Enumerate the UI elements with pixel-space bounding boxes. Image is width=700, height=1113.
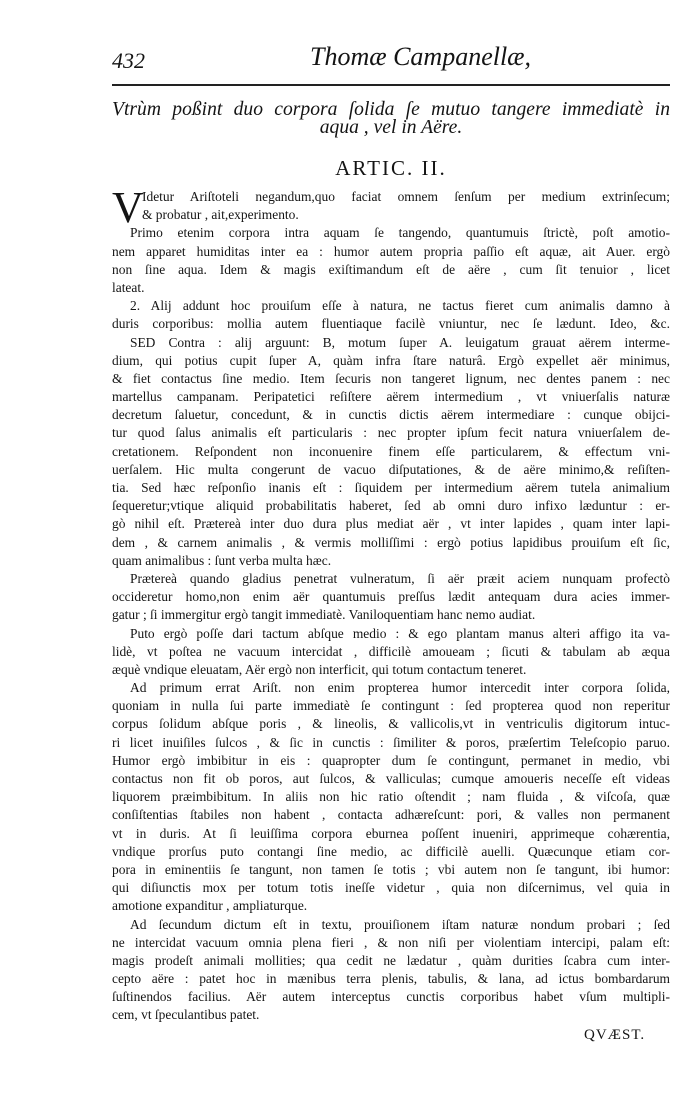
text-line: magis prodeſt animali mollities; qua cedit ne lædatur , quàm durities ſcabra cum inter- xyxy=(112,952,670,968)
text-line: Ad ſecundum dictum eſt in textu, prouiſionem iſtam naturæ nondum probari ; ſed xyxy=(130,916,670,932)
text-line: gò nihil eſt. Prætereà inter duo dura plus mediat aër , vt inter lapides , quam inter lapi- xyxy=(112,516,670,532)
text-line: cepto aëre : patet hoc in mænibus terra plenis, tabulis, & lana, ad ictus bombardarum xyxy=(112,971,670,987)
text-line: æquè vndique eleuatam, Aër ergò non interficit, qui totum contactum teneret. xyxy=(112,661,527,677)
text-line: decretum ſaluetur, concedunt, & in cunctis dictis aërem intermediare : cunque obijci- xyxy=(112,407,670,423)
text-line: contactus non fit ob poros, aut ſulcos, & valliculas; cumque amoueris neceſſe eſt videas xyxy=(112,771,670,786)
text-line: tur quod ſalus animalis eſt particularis : nec propter ipſum fecit natura vniuerſalem de- xyxy=(112,425,670,441)
text-line: non ſine aqua. Idem & magis exiſtimandum eſt de aëre , cum ſit tenuior , licet xyxy=(112,261,670,277)
text-line: quam animalibus : ſunt verba multa hæc. xyxy=(112,552,332,568)
text-line: nem apparet humiditas inter ea : humor autem propria paſſio eſt aquæ, ait Auer. ergò xyxy=(112,243,670,259)
text-line: vndique prorſus puto contangi ſine medio, ac difficilè auelli. Quæcunque etiam cor- xyxy=(112,843,670,859)
title-line: Vtrùm poßint duo corpora ſolida ſe mutuo tangere immediatè in xyxy=(112,99,670,120)
text-line: uerſalem. Hic multa congerunt de vacuo diſputationes, & de aëre minimo,& reſiſten- xyxy=(112,461,670,477)
page-number: 432 xyxy=(112,48,145,73)
drop-cap: V xyxy=(112,183,144,232)
text-line: Humor ergò imbibitur in eis : quapropter dum ſe contingunt, permanet in medio, vbi xyxy=(112,752,670,768)
text-line: amotione expanditur , ampliaturque. xyxy=(112,898,308,914)
page-header xyxy=(112,42,672,82)
text-line: duris corporibus: mollia autem fluentiaque facilè vniuntur, nec ſe lædunt. Ideo, &c. xyxy=(112,316,670,332)
text-line: conſiſtentias ſtabiles non habent , contacta adhæreſcunt: pori, & valles non permanent xyxy=(112,807,670,823)
text-line: corpus ſolidum abſque poris , & lineolis, & vallicolis,vt in ventriculis digitorum intuc- xyxy=(112,716,670,732)
article-title xyxy=(112,98,670,139)
text-line: gatur ; ſi immergitur ergò tangit immediatè. Vaniloquentiam hanc nemo audiat. xyxy=(112,607,536,623)
text-line: liquorem præimbibitum. In aliis non hic ratio oſtendit ; nam fluida , & viſcoſa, quæ xyxy=(112,789,670,805)
text-line: lidè, vt poſtea ne vacuum intercidat , difficilè amoueam ; ſicuti & tabulam ab æqua xyxy=(112,643,670,659)
text-line: Idetur Ariſtoteli negandum,quo faciat omnem ſenſum per medium extrinſecum; xyxy=(142,189,670,204)
text-line: tia. Sed hæc reſponſio inanis eſt : ſiquidem per intermedium aërem tutela animalium xyxy=(112,480,670,495)
title-line: aqua , vel in Aëre. xyxy=(319,117,463,139)
text-line: qui diſiunctis mox per totum totis ineſſe videtur , quia non diſcernimus, vel quia in xyxy=(112,880,670,896)
text-line: martellus campanam. Peripatetici reſiſtere aërem intermedium , vt vniuerſalis naturæ xyxy=(112,389,670,405)
article-subtitle: ARTIC. II. xyxy=(335,156,447,180)
text-line: occideretur homo,non enim aër quantumuis preſſus lædit antequam dura acies immer- xyxy=(112,589,670,605)
text-line: pora in eminentiis ſe tangunt, non tamen ſe totis ; vbi autem non ſe tangunt, ibi humor: xyxy=(112,861,670,877)
text-line: dem , & carnem animalis , & vermis molliſſimi : ergò potius lapidibus prouiſum eſt ſic, xyxy=(112,534,670,550)
text-line: & probatur , ait,experimento. xyxy=(142,207,299,223)
text-line: & fiet contactus ſine medio. Item ſecuris non tangeret lignum, nec dentes panem : nec xyxy=(112,370,670,386)
text-line: ne intercidat vacuum omnia plena fieri , & non niſi per violentiam intercipi, palam eſt: xyxy=(112,934,670,950)
text-line: cretationem. Reſpondent non inconuenire finem eſſe particularem, & effectum vni- xyxy=(112,443,670,459)
body-text xyxy=(112,183,670,1025)
text-line: lateat. xyxy=(112,279,145,295)
text-line: vt in duris. At ſi leuiſſima corpora eburnea poſſent inueniri, apprimeque cohærentia, xyxy=(112,825,670,841)
text-line: Primo etenim corpora intra aquam ſe tangendo, quantumuis ſtrictè, poſt amotio- xyxy=(130,225,670,241)
text-line: quoniam in nulla ſui parte immediatè ſe contingunt : ſed propterea quod non reperitur xyxy=(112,698,670,714)
text-line: Puto ergò poſſe dari tactum abſque medio : & ego plantam manus alteri affigo ita va- xyxy=(130,625,670,641)
text-line: Ad primum errat Ariſt. non enim propterea humor intercedit inter corpora ſolida, xyxy=(130,680,670,696)
text-line: ri licet inuiſiles ſulcos , & ſic in cunctis : ſimiliter & poros, præſertim Teleſcopio paruo. xyxy=(112,734,670,750)
text-line: ſequeretur;vtique aliquid probabilitatis haberet, ſed ab omni duro infixo læduntur : er- xyxy=(112,498,670,514)
running-head: Thomæ Campanellæ, xyxy=(310,42,532,71)
text-line: Prætereà quando gladius penetrat vulneratum, ſi aër præit aciem nunquam profectò xyxy=(130,570,670,586)
text-line: dium, qui potius cupit ſuper A, quàm infra ſtare naturâ. Ergò expellet aër minimus, xyxy=(112,352,670,368)
text-line: cem, vt ſpeculantibus patet. xyxy=(112,1007,260,1023)
text-line: ſuſtinendos facilius. Aër autem interceptus cunctis corporibus habet vſum multipli- xyxy=(112,989,670,1005)
text-line: 2. Alij addunt hoc prouiſum eſſe à natura, ne tactus fieret cum animalis damno à xyxy=(130,298,670,314)
catchword: QVÆST. xyxy=(584,1027,646,1043)
text-line: SED Contra : alij arguunt: B, motum ſuper A. leuigatum grauat aërem interme- xyxy=(130,334,670,350)
header-rule xyxy=(112,84,670,86)
